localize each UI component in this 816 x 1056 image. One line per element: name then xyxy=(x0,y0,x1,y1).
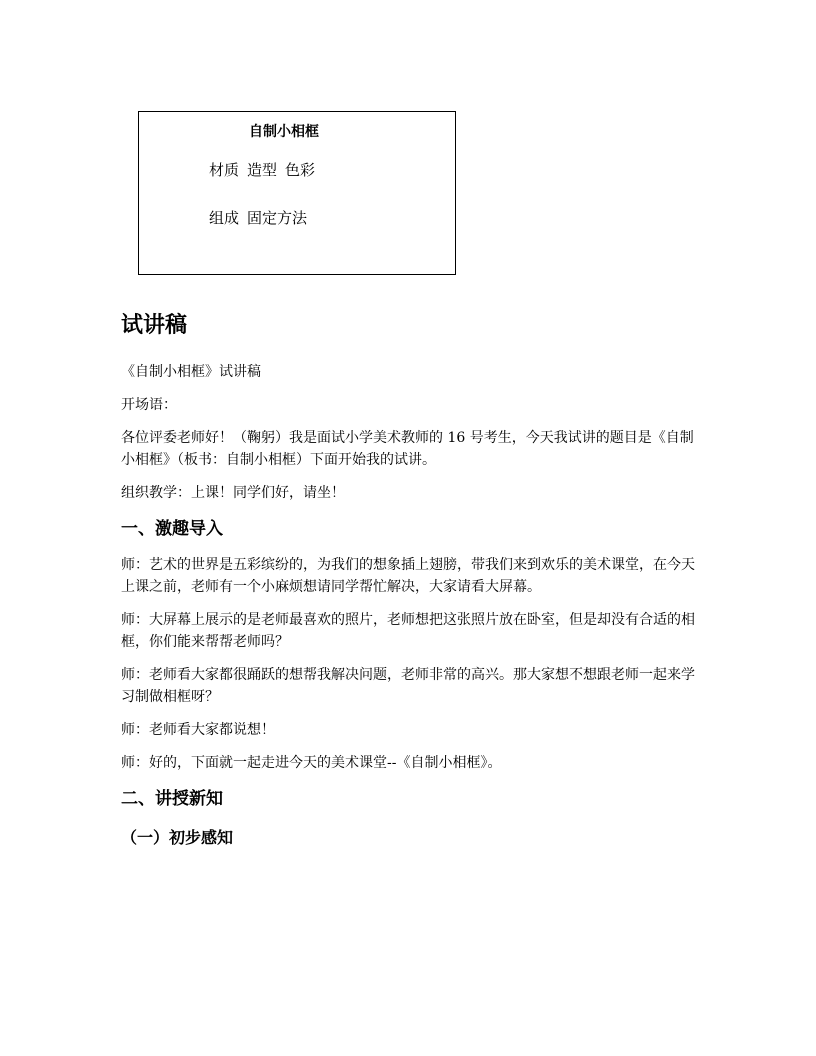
blackboard-design-box xyxy=(138,111,456,275)
section-1-title: 一、激趣导入 xyxy=(121,519,223,539)
document-body xyxy=(121,308,699,852)
board-term-color: 色彩 xyxy=(285,161,316,179)
board-term-composition: 组成 xyxy=(209,209,240,227)
section-1-paragraph: 师：老师看大家都很踊跃的想帮我解决问题，老师非常的高兴。那大家想不想跟老师一起来学习制做相框呀？ xyxy=(121,667,695,705)
opening-label: 开场语： xyxy=(121,397,177,413)
section-1-paragraph: 师：老师看大家都说想！ xyxy=(121,722,275,738)
organize-paragraph: 组织教学：上课！同学们好，请坐！ xyxy=(121,485,345,501)
board-term-fixing-method: 固定方法 xyxy=(247,209,308,227)
section-2-title: 二、讲授新知 xyxy=(121,789,223,809)
section-1-paragraph: 师：大屏幕上展示的是老师最喜欢的照片，老师想把这张照片放在卧室，但是却没有合适的相框，你们能来帮帮老师吗？ xyxy=(121,612,695,650)
opening-paragraph: 各位评委老师好！（鞠躬）我是面试小学美术教师的 16 号考生，今天我试讲的题目是《自制小相框》（板书：自制小相框）下面开始我的试讲。 xyxy=(121,430,694,468)
board-line-2 xyxy=(209,207,307,228)
document-subtitle: 《自制小相框》试讲稿 xyxy=(121,364,261,380)
section-1-paragraph: 师：艺术的世界是五彩缤纷的，为我们的想象插上翅膀，带我们来到欢乐的美术课堂，在今天上课之前，老师有一个小麻烦想请同学帮忙解决，大家请看大屏幕。 xyxy=(121,557,695,595)
document-heading: 试讲稿 xyxy=(121,312,188,338)
board-title: 自制小相框 xyxy=(249,124,319,140)
board-line-1 xyxy=(209,159,315,180)
board-term-material: 材质 xyxy=(209,161,240,179)
board-term-shape: 造型 xyxy=(247,161,278,179)
subsection-1-title: （一）初步感知 xyxy=(121,828,234,847)
section-1-paragraph: 师：好的，下面就一起走进今天的美术课堂--《自制小相框》。 xyxy=(121,755,502,771)
